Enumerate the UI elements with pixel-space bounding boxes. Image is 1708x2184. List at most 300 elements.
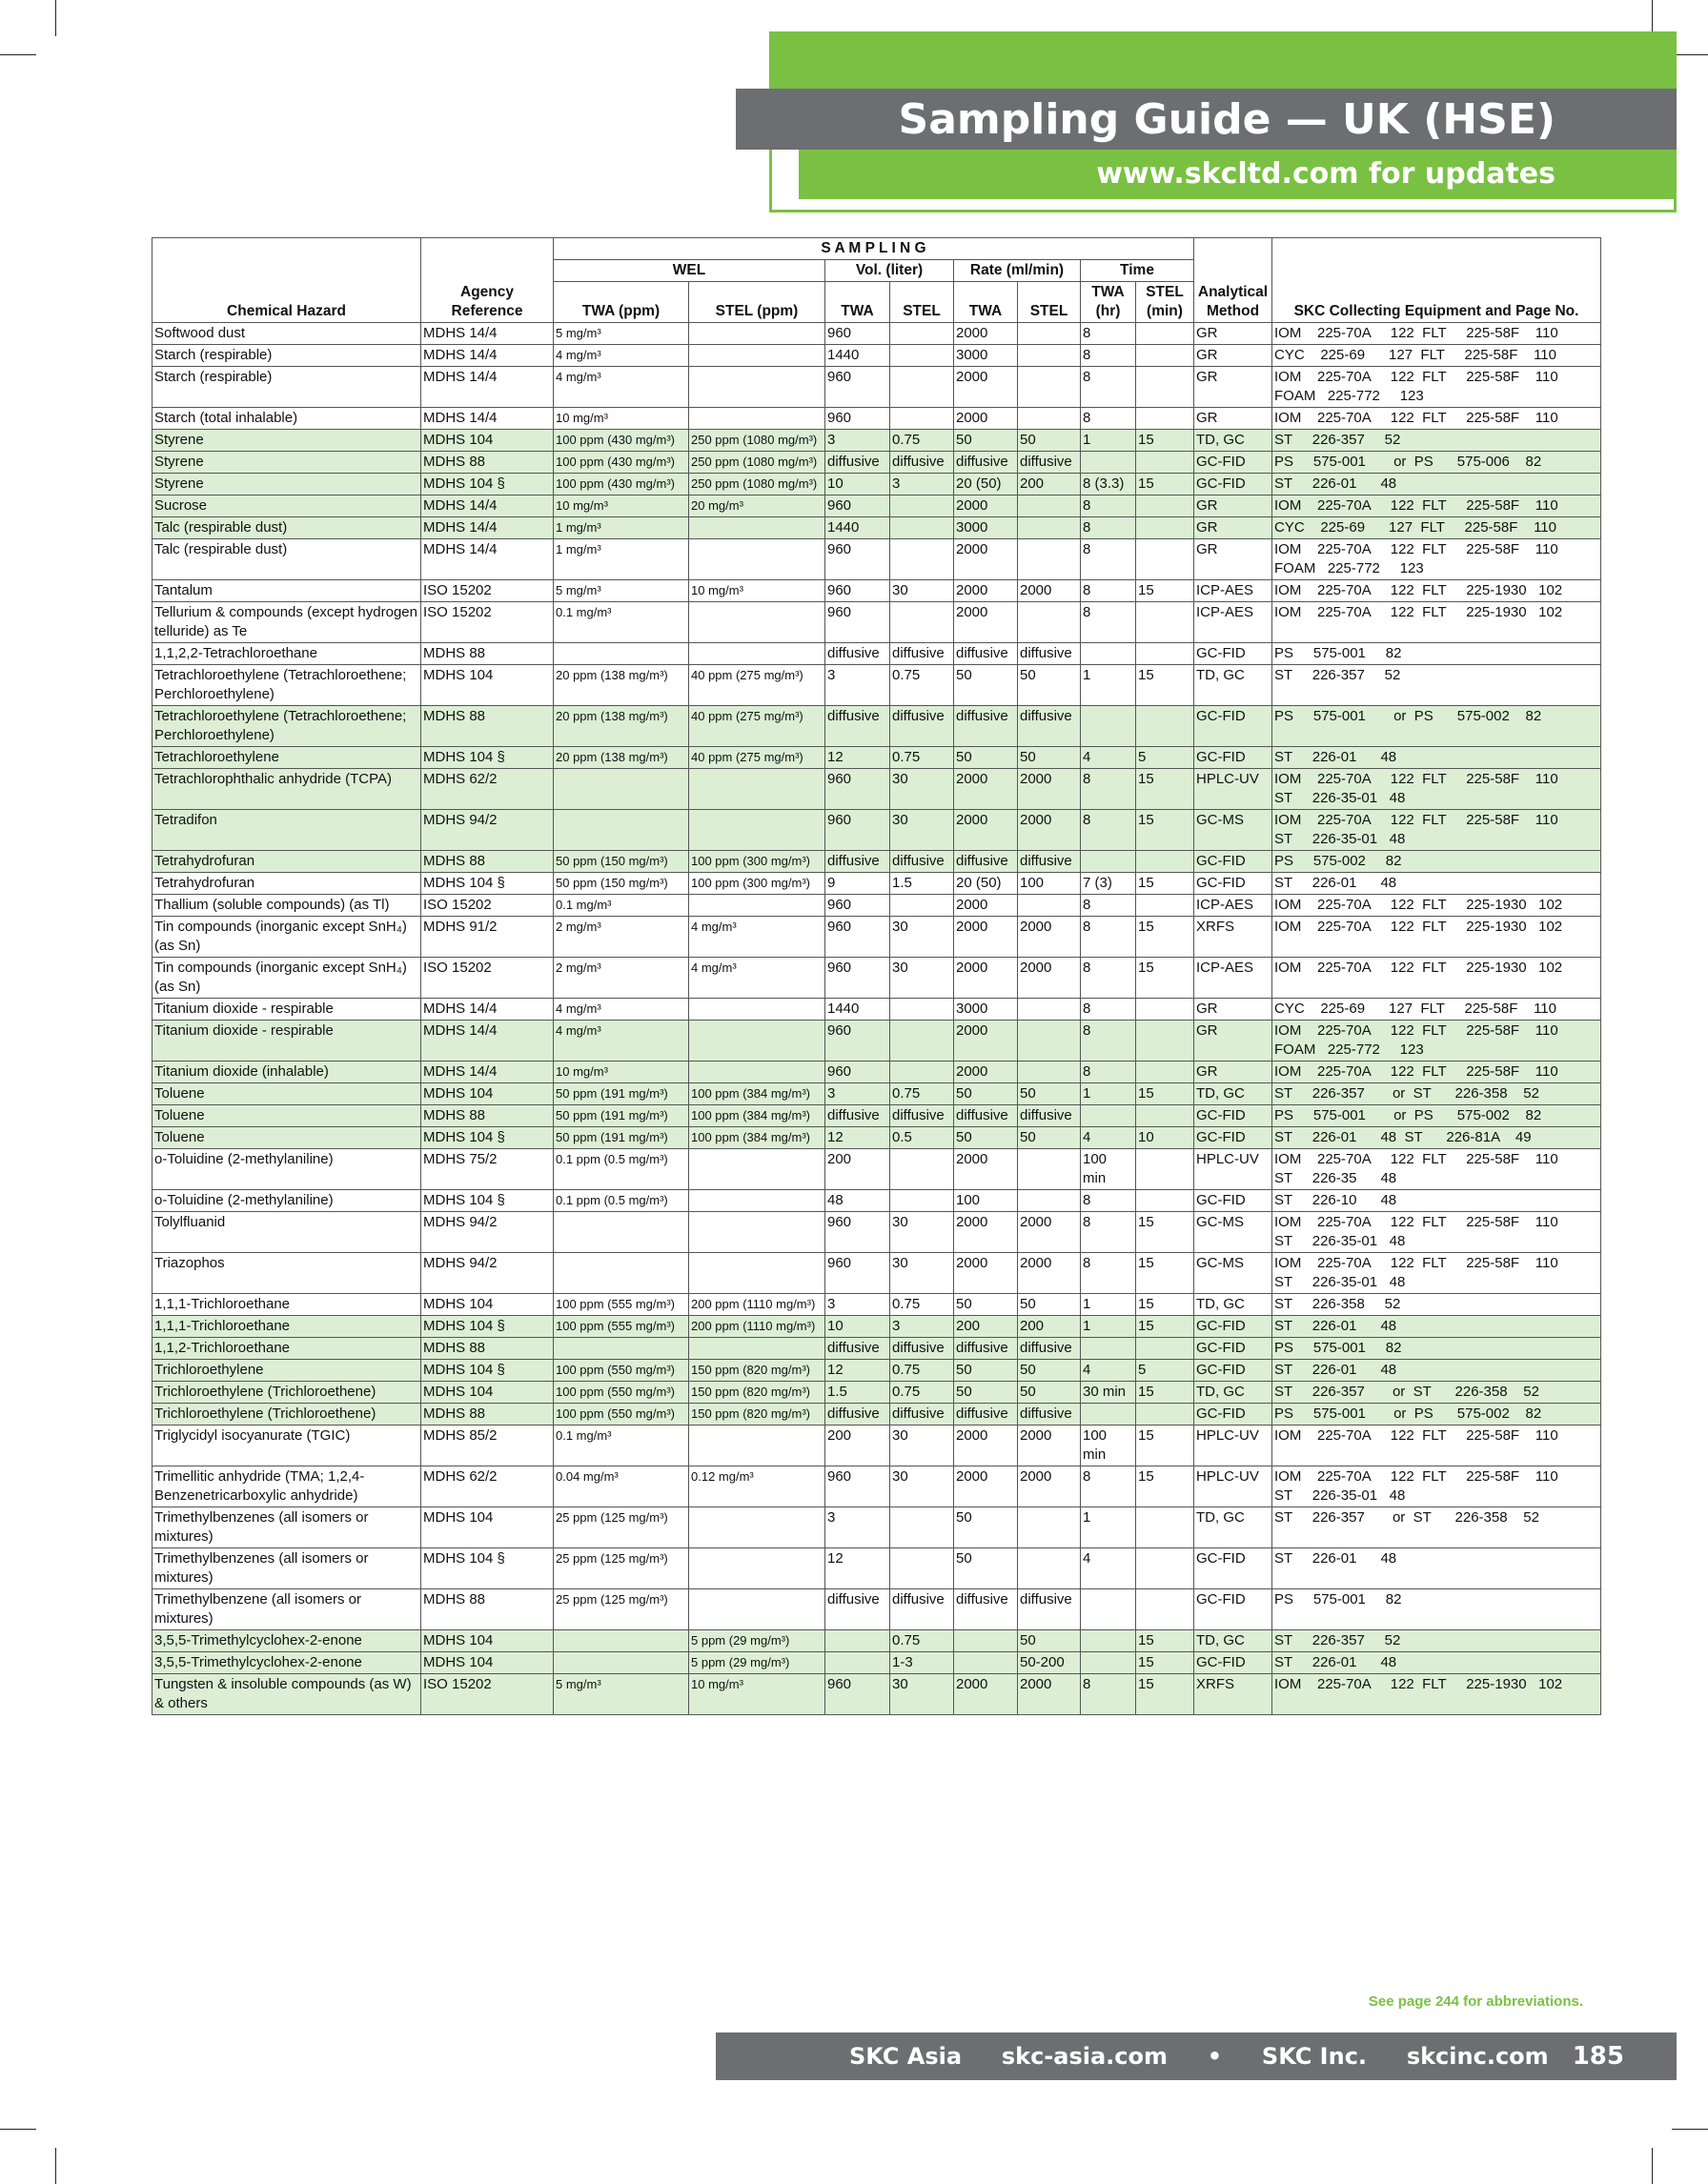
- cell-vol-stel: [890, 1190, 954, 1212]
- cell-time-twa: 8: [1081, 769, 1136, 810]
- cell-time-stel: [1136, 1149, 1194, 1190]
- crop-mark: [0, 54, 36, 55]
- cell-agency-reference: MDHS 104: [421, 1652, 554, 1674]
- footer-bar: [716, 2032, 1677, 2080]
- cell-time-stel: 5: [1136, 747, 1194, 769]
- cell-chemical-hazard: 3,5,5-Trimethylcyclohex-2-enone: [152, 1630, 421, 1652]
- cell-rate-stel: 50: [1018, 1294, 1081, 1316]
- cell-analytical-method: TD, GC: [1194, 1382, 1272, 1404]
- cell-skc-equipment: ST 226-357 52: [1272, 1630, 1601, 1652]
- cell-rate-stel: [1018, 495, 1081, 517]
- table-row: [152, 1466, 1601, 1507]
- table-row: [152, 769, 1601, 810]
- cell-chemical-hazard: Titanium dioxide - respirable: [152, 999, 421, 1021]
- cell-time-twa: [1081, 1404, 1136, 1426]
- cell-chemical-hazard: Trichloroethylene (Trichloroethene): [152, 1404, 421, 1426]
- cell-rate-twa: 2000: [954, 1674, 1018, 1715]
- cell-wel-twa: 25 ppm (125 mg/m³): [554, 1548, 689, 1589]
- cell-time-twa: 8: [1081, 367, 1136, 408]
- cell-skc-equipment: IOM 225-70A 122 FLT 225-58F 110 ST 226-35-01 48: [1272, 1466, 1601, 1507]
- cell-vol-twa: diffusive: [825, 1404, 890, 1426]
- cell-wel-twa: 2 mg/m³: [554, 917, 689, 958]
- cell-skc-equipment: PS 575-001 or PS 575-002 82: [1272, 1105, 1601, 1127]
- cell-time-stel: 5: [1136, 1360, 1194, 1382]
- cell-analytical-method: GC-FID: [1194, 1338, 1272, 1360]
- cell-rate-stel: 50: [1018, 747, 1081, 769]
- cell-skc-equipment: IOM 225-70A 122 FLT 225-58F 110 FOAM 225-772 123: [1272, 1021, 1601, 1062]
- cell-time-stel: 10: [1136, 1127, 1194, 1149]
- footer-contact[interactable]: SKC Asia skc-asia.com • SKC Inc. skcinc.com: [849, 2043, 1549, 2070]
- cell-wel-stel: 100 ppm (384 mg/m³): [689, 1127, 825, 1149]
- cell-vol-stel: 30: [890, 958, 954, 999]
- cell-rate-stel: diffusive: [1018, 706, 1081, 747]
- cell-wel-stel: 4 mg/m³: [689, 917, 825, 958]
- table-row: [152, 345, 1601, 367]
- cell-chemical-hazard: Tolylfluanid: [152, 1212, 421, 1253]
- cell-time-stel: 15: [1136, 917, 1194, 958]
- cell-time-stel: 15: [1136, 1212, 1194, 1253]
- cell-vol-twa: diffusive: [825, 706, 890, 747]
- cell-wel-stel: [689, 895, 825, 917]
- cell-agency-reference: MDHS 14/4: [421, 1021, 554, 1062]
- cell-analytical-method: TD, GC: [1194, 665, 1272, 706]
- table-row: [152, 1404, 1601, 1426]
- cell-time-stel: 15: [1136, 810, 1194, 851]
- cell-time-stel: 15: [1136, 958, 1194, 999]
- cell-time-twa: 1: [1081, 1083, 1136, 1105]
- cell-rate-twa: diffusive: [954, 1404, 1018, 1426]
- cell-wel-stel: 40 ppm (275 mg/m³): [689, 665, 825, 706]
- cell-chemical-hazard: Trichloroethylene: [152, 1360, 421, 1382]
- cell-analytical-method: GR: [1194, 367, 1272, 408]
- cell-analytical-method: GC-MS: [1194, 810, 1272, 851]
- cell-wel-twa: [554, 1630, 689, 1652]
- cell-analytical-method: GR: [1194, 345, 1272, 367]
- cell-wel-twa: 4 mg/m³: [554, 345, 689, 367]
- cell-wel-twa: 50 ppm (191 mg/m³): [554, 1127, 689, 1149]
- cell-analytical-method: GC-FID: [1194, 643, 1272, 665]
- cell-chemical-hazard: 1,1,2-Trichloroethane: [152, 1338, 421, 1360]
- cell-rate-stel: 50: [1018, 430, 1081, 452]
- crop-mark: [1672, 54, 1708, 55]
- vol-group-header: Vol. (liter): [825, 260, 954, 282]
- cell-time-stel: [1136, 1548, 1194, 1589]
- cell-rate-twa: 2000: [954, 539, 1018, 580]
- cell-chemical-hazard: Tellurium & compounds (except hydrogen telluride) as Te: [152, 602, 421, 643]
- cell-time-stel: 15: [1136, 1426, 1194, 1466]
- cell-rate-stel: 50: [1018, 1382, 1081, 1404]
- cell-agency-reference: MDHS 14/4: [421, 999, 554, 1021]
- cell-vol-stel: diffusive: [890, 1105, 954, 1127]
- cell-wel-stel: 4 mg/m³: [689, 958, 825, 999]
- cell-rate-stel: [1018, 602, 1081, 643]
- cell-agency-reference: ISO 15202: [421, 580, 554, 602]
- cell-chemical-hazard: 1,1,1-Trichloroethane: [152, 1294, 421, 1316]
- cell-time-twa: 4: [1081, 1360, 1136, 1382]
- cell-rate-twa: [954, 1652, 1018, 1674]
- table-row: [152, 452, 1601, 474]
- cell-rate-twa: diffusive: [954, 851, 1018, 873]
- cell-analytical-method: GC-FID: [1194, 1190, 1272, 1212]
- table-row: [152, 495, 1601, 517]
- cell-rate-stel: 2000: [1018, 1212, 1081, 1253]
- cell-agency-reference: MDHS 104: [421, 1507, 554, 1548]
- cell-analytical-method: GC-FID: [1194, 1652, 1272, 1674]
- cell-vol-twa: diffusive: [825, 851, 890, 873]
- cell-vol-twa: 1440: [825, 345, 890, 367]
- col-skc-equipment: SKC Collecting Equipment and Page No.: [1272, 238, 1601, 323]
- cell-time-twa: [1081, 1589, 1136, 1630]
- cell-chemical-hazard: Starch (total inhalable): [152, 408, 421, 430]
- cell-skc-equipment: ST 226-357 or ST 226-358 52: [1272, 1083, 1601, 1105]
- cell-chemical-hazard: Starch (respirable): [152, 345, 421, 367]
- cell-rate-stel: 200: [1018, 474, 1081, 495]
- col-vol-stel: STEL: [890, 282, 954, 323]
- cell-time-stel: [1136, 1507, 1194, 1548]
- cell-chemical-hazard: Talc (respirable dust): [152, 517, 421, 539]
- cell-vol-stel: 1-3: [890, 1652, 954, 1674]
- cell-skc-equipment: ST 226-01 48: [1272, 1548, 1601, 1589]
- table-row: [152, 580, 1601, 602]
- cell-wel-twa: [554, 1338, 689, 1360]
- cell-wel-twa: 1 mg/m³: [554, 517, 689, 539]
- cell-time-twa: 8: [1081, 408, 1136, 430]
- cell-rate-twa: 50: [954, 1083, 1018, 1105]
- cell-rate-stel: [1018, 539, 1081, 580]
- cell-vol-twa: 960: [825, 408, 890, 430]
- cell-time-twa: 8: [1081, 999, 1136, 1021]
- cell-rate-twa: 2000: [954, 958, 1018, 999]
- cell-analytical-method: TD, GC: [1194, 1294, 1272, 1316]
- cell-time-stel: [1136, 1021, 1194, 1062]
- table-row: [152, 474, 1601, 495]
- cell-time-twa: [1081, 452, 1136, 474]
- cell-vol-stel: [890, 408, 954, 430]
- cell-skc-equipment: ST 226-01 48: [1272, 1316, 1601, 1338]
- col-time-twa: TWA (hr): [1081, 282, 1136, 323]
- cell-time-stel: [1136, 367, 1194, 408]
- cell-wel-twa: 5 mg/m³: [554, 580, 689, 602]
- cell-agency-reference: MDHS 104: [421, 1630, 554, 1652]
- cell-agency-reference: MDHS 14/4: [421, 408, 554, 430]
- table-row: [152, 810, 1601, 851]
- cell-rate-twa: 2000: [954, 323, 1018, 345]
- table-row: [152, 873, 1601, 895]
- cell-wel-stel: 40 ppm (275 mg/m³): [689, 747, 825, 769]
- cell-vol-stel: [890, 495, 954, 517]
- cell-agency-reference: MDHS 104 §: [421, 747, 554, 769]
- table-row: [152, 1360, 1601, 1382]
- cell-analytical-method: GC-FID: [1194, 1548, 1272, 1589]
- cell-vol-stel: 0.75: [890, 1360, 954, 1382]
- col-wel-stel: STEL (ppm): [689, 282, 825, 323]
- cell-analytical-method: GC-MS: [1194, 1212, 1272, 1253]
- table-row: [152, 851, 1601, 873]
- cell-rate-twa: 2000: [954, 895, 1018, 917]
- col-analytical-method: Analytical Method: [1194, 238, 1272, 323]
- cell-analytical-method: GC-FID: [1194, 1316, 1272, 1338]
- time-group-header: Time: [1081, 260, 1194, 282]
- cell-time-twa: [1081, 1105, 1136, 1127]
- cell-chemical-hazard: Triglycidyl isocyanurate (TGIC): [152, 1426, 421, 1466]
- cell-time-stel: [1136, 408, 1194, 430]
- cell-time-twa: 30 min: [1081, 1382, 1136, 1404]
- cell-rate-stel: 50-200: [1018, 1652, 1081, 1674]
- cell-wel-stel: 200 ppm (1110 mg/m³): [689, 1294, 825, 1316]
- col-rate-twa: TWA: [954, 282, 1018, 323]
- cell-chemical-hazard: Toluene: [152, 1105, 421, 1127]
- cell-agency-reference: MDHS 14/4: [421, 367, 554, 408]
- cell-chemical-hazard: Tetrachloroethylene: [152, 747, 421, 769]
- cell-analytical-method: TD, GC: [1194, 1083, 1272, 1105]
- cell-wel-stel: [689, 1062, 825, 1083]
- cell-rate-twa: 100: [954, 1190, 1018, 1212]
- cell-skc-equipment: PS 575-001 or PS 575-002 82: [1272, 706, 1601, 747]
- cell-analytical-method: GC-MS: [1194, 1253, 1272, 1294]
- cell-skc-equipment: IOM 225-70A 122 FLT 225-58F 110: [1272, 495, 1601, 517]
- cell-skc-equipment: IOM 225-70A 122 FLT 225-58F 110: [1272, 408, 1601, 430]
- crop-mark: [1672, 2129, 1708, 2130]
- cell-time-twa: 1: [1081, 1507, 1136, 1548]
- cell-wel-twa: 100 ppm (430 mg/m³): [554, 430, 689, 452]
- cell-skc-equipment: IOM 225-70A 122 FLT 225-58F 110: [1272, 1062, 1601, 1083]
- cell-skc-equipment: IOM 225-70A 122 FLT 225-1930 102: [1272, 1674, 1601, 1715]
- cell-chemical-hazard: Toluene: [152, 1127, 421, 1149]
- cell-wel-twa: 0.1 mg/m³: [554, 895, 689, 917]
- table-row: [152, 1021, 1601, 1062]
- table-row: [152, 430, 1601, 452]
- cell-time-stel: 15: [1136, 1294, 1194, 1316]
- cell-wel-stel: [689, 1253, 825, 1294]
- cell-rate-twa: 2000: [954, 917, 1018, 958]
- cell-analytical-method: GC-FID: [1194, 851, 1272, 873]
- cell-vol-twa: 48: [825, 1190, 890, 1212]
- cell-analytical-method: GC-FID: [1194, 1127, 1272, 1149]
- cell-analytical-method: GC-FID: [1194, 1589, 1272, 1630]
- cell-rate-stel: 50: [1018, 1127, 1081, 1149]
- cell-vol-twa: 10: [825, 474, 890, 495]
- cell-vol-twa: 960: [825, 539, 890, 580]
- cell-vol-twa: 960: [825, 1466, 890, 1507]
- cell-vol-twa: diffusive: [825, 643, 890, 665]
- cell-vol-twa: 960: [825, 495, 890, 517]
- cell-skc-equipment: IOM 225-70A 122 FLT 225-58F 110 FOAM 225-772 123: [1272, 539, 1601, 580]
- cell-vol-twa: 200: [825, 1149, 890, 1190]
- col-time-stel: STEL (min): [1136, 282, 1194, 323]
- cell-time-stel: 15: [1136, 1382, 1194, 1404]
- abbreviations-note: See page 244 for abbreviations.: [1368, 1993, 1583, 2010]
- cell-agency-reference: MDHS 104: [421, 1382, 554, 1404]
- cell-rate-stel: 2000: [1018, 958, 1081, 999]
- cell-rate-twa: diffusive: [954, 1589, 1018, 1630]
- cell-rate-twa: 3000: [954, 999, 1018, 1021]
- table-row: [152, 1426, 1601, 1466]
- cell-rate-stel: 50: [1018, 1630, 1081, 1652]
- cell-vol-stel: 30: [890, 580, 954, 602]
- cell-wel-twa: 5 mg/m³: [554, 1674, 689, 1715]
- cell-analytical-method: GR: [1194, 1062, 1272, 1083]
- cell-wel-twa: [554, 1652, 689, 1674]
- cell-wel-stel: 150 ppm (820 mg/m³): [689, 1404, 825, 1426]
- cell-wel-twa: 10 mg/m³: [554, 1062, 689, 1083]
- cell-time-twa: 8: [1081, 602, 1136, 643]
- cell-time-stel: [1136, 345, 1194, 367]
- cell-agency-reference: MDHS 88: [421, 706, 554, 747]
- cell-rate-twa: 2000: [954, 367, 1018, 408]
- cell-time-stel: [1136, 643, 1194, 665]
- cell-time-twa: 8: [1081, 895, 1136, 917]
- table-row: [152, 1316, 1601, 1338]
- cell-vol-stel: diffusive: [890, 452, 954, 474]
- cell-vol-twa: 3: [825, 1083, 890, 1105]
- cell-rate-twa: diffusive: [954, 643, 1018, 665]
- cell-rate-stel: 50: [1018, 665, 1081, 706]
- cell-time-stel: [1136, 1062, 1194, 1083]
- cell-vol-twa: 960: [825, 1021, 890, 1062]
- cell-agency-reference: MDHS 104 §: [421, 1190, 554, 1212]
- cell-chemical-hazard: o-Toluidine (2-methylaniline): [152, 1190, 421, 1212]
- cell-vol-twa: diffusive: [825, 1338, 890, 1360]
- cell-time-stel: 15: [1136, 1083, 1194, 1105]
- table-row: [152, 706, 1601, 747]
- cell-agency-reference: MDHS 104: [421, 665, 554, 706]
- cell-agency-reference: MDHS 88: [421, 1105, 554, 1127]
- cell-vol-stel: [890, 1548, 954, 1589]
- cell-wel-twa: 0.04 mg/m³: [554, 1466, 689, 1507]
- cell-time-stel: 15: [1136, 665, 1194, 706]
- cell-vol-stel: [890, 323, 954, 345]
- cell-wel-stel: [689, 1426, 825, 1466]
- cell-vol-twa: 3: [825, 1294, 890, 1316]
- cell-analytical-method: TD, GC: [1194, 1630, 1272, 1652]
- cell-wel-twa: [554, 769, 689, 810]
- cell-wel-stel: [689, 1589, 825, 1630]
- cell-skc-equipment: CYC 225-69 127 FLT 225-58F 110: [1272, 345, 1601, 367]
- cell-time-stel: [1136, 1338, 1194, 1360]
- cell-vol-twa: 960: [825, 1674, 890, 1715]
- crop-mark: [1652, 2148, 1653, 2184]
- cell-vol-twa: 960: [825, 1253, 890, 1294]
- table-row: [152, 1507, 1601, 1548]
- cell-skc-equipment: IOM 225-70A 122 FLT 225-1930 102: [1272, 917, 1601, 958]
- cell-rate-stel: 2000: [1018, 769, 1081, 810]
- cell-agency-reference: ISO 15202: [421, 1674, 554, 1715]
- cell-rate-twa: 20 (50): [954, 873, 1018, 895]
- cell-agency-reference: MDHS 104 §: [421, 474, 554, 495]
- cell-analytical-method: GC-FID: [1194, 873, 1272, 895]
- crop-mark: [0, 2129, 36, 2130]
- crop-mark: [55, 2148, 56, 2184]
- cell-wel-twa: 10 mg/m³: [554, 495, 689, 517]
- cell-wel-twa: 20 ppm (138 mg/m³): [554, 665, 689, 706]
- cell-wel-twa: 25 ppm (125 mg/m³): [554, 1589, 689, 1630]
- cell-skc-equipment: PS 575-002 82: [1272, 851, 1601, 873]
- cell-rate-stel: [1018, 1021, 1081, 1062]
- cell-rate-stel: 50: [1018, 1360, 1081, 1382]
- cell-vol-stel: 30: [890, 1253, 954, 1294]
- cell-skc-equipment: PS 575-001 or PS 575-002 82: [1272, 1404, 1601, 1426]
- cell-wel-stel: [689, 1338, 825, 1360]
- cell-rate-twa: 50: [954, 1360, 1018, 1382]
- cell-agency-reference: MDHS 104 §: [421, 1360, 554, 1382]
- cell-chemical-hazard: 1,1,1-Trichloroethane: [152, 1316, 421, 1338]
- cell-time-stel: 15: [1136, 769, 1194, 810]
- cell-wel-stel: 10 mg/m³: [689, 1674, 825, 1715]
- cell-vol-twa: 960: [825, 1212, 890, 1253]
- cell-wel-stel: [689, 323, 825, 345]
- cell-skc-equipment: IOM 225-70A 122 FLT 225-1930 102: [1272, 580, 1601, 602]
- cell-time-stel: 15: [1136, 580, 1194, 602]
- cell-wel-stel: [689, 1548, 825, 1589]
- cell-analytical-method: GR: [1194, 323, 1272, 345]
- cell-time-stel: [1136, 517, 1194, 539]
- cell-chemical-hazard: Tetrachlorophthalic anhydride (TCPA): [152, 769, 421, 810]
- cell-time-twa: 8: [1081, 1466, 1136, 1507]
- col-wel-twa: TWA (ppm): [554, 282, 689, 323]
- table-row: [152, 408, 1601, 430]
- cell-wel-twa: 100 ppm (550 mg/m³): [554, 1404, 689, 1426]
- cell-rate-stel: diffusive: [1018, 1404, 1081, 1426]
- updates-link[interactable]: www.skcltd.com for updates: [1096, 157, 1556, 191]
- cell-agency-reference: ISO 15202: [421, 895, 554, 917]
- crop-mark: [55, 0, 56, 36]
- cell-time-stel: 15: [1136, 474, 1194, 495]
- cell-analytical-method: GC-FID: [1194, 1404, 1272, 1426]
- table-row: [152, 323, 1601, 345]
- cell-vol-twa: 3: [825, 430, 890, 452]
- cell-wel-twa: [554, 643, 689, 665]
- cell-rate-stel: [1018, 367, 1081, 408]
- cell-time-twa: [1081, 851, 1136, 873]
- cell-wel-twa: 0.1 ppm (0.5 mg/m³): [554, 1190, 689, 1212]
- cell-skc-equipment: ST 226-357 or ST 226-358 52: [1272, 1382, 1601, 1404]
- cell-chemical-hazard: 3,5,5-Trimethylcyclohex-2-enone: [152, 1652, 421, 1674]
- cell-agency-reference: MDHS 14/4: [421, 1062, 554, 1083]
- cell-vol-stel: 0.5: [890, 1127, 954, 1149]
- cell-wel-twa: 100 ppm (550 mg/m³): [554, 1360, 689, 1382]
- cell-chemical-hazard: Tetrachloroethylene (Tetrachloroethene; Perchloroethylene): [152, 665, 421, 706]
- cell-time-twa: [1081, 1630, 1136, 1652]
- cell-wel-twa: 0.1 mg/m³: [554, 1426, 689, 1466]
- cell-vol-twa: 9: [825, 873, 890, 895]
- cell-rate-stel: [1018, 895, 1081, 917]
- cell-chemical-hazard: o-Toluidine (2-methylaniline): [152, 1149, 421, 1190]
- cell-rate-twa: diffusive: [954, 1105, 1018, 1127]
- cell-time-twa: 100 min: [1081, 1149, 1136, 1190]
- cell-wel-stel: 10 mg/m³: [689, 580, 825, 602]
- cell-rate-stel: [1018, 1548, 1081, 1589]
- cell-time-twa: 8: [1081, 323, 1136, 345]
- table-row: [152, 1127, 1601, 1149]
- cell-time-twa: 8: [1081, 958, 1136, 999]
- cell-chemical-hazard: Sucrose: [152, 495, 421, 517]
- cell-time-twa: 1: [1081, 430, 1136, 452]
- cell-vol-stel: 30: [890, 769, 954, 810]
- cell-analytical-method: GR: [1194, 408, 1272, 430]
- rate-group-header: Rate (ml/min): [954, 260, 1081, 282]
- cell-vol-twa: 960: [825, 917, 890, 958]
- header-green-band: [769, 31, 1677, 89]
- cell-chemical-hazard: Styrene: [152, 430, 421, 452]
- cell-time-twa: 1: [1081, 1294, 1136, 1316]
- cell-skc-equipment: IOM 225-70A 122 FLT 225-1930 102: [1272, 602, 1601, 643]
- cell-vol-stel: diffusive: [890, 1338, 954, 1360]
- cell-analytical-method: TD, GC: [1194, 430, 1272, 452]
- cell-analytical-method: ICP-AES: [1194, 895, 1272, 917]
- cell-vol-stel: diffusive: [890, 706, 954, 747]
- cell-agency-reference: MDHS 14/4: [421, 323, 554, 345]
- cell-wel-stel: [689, 643, 825, 665]
